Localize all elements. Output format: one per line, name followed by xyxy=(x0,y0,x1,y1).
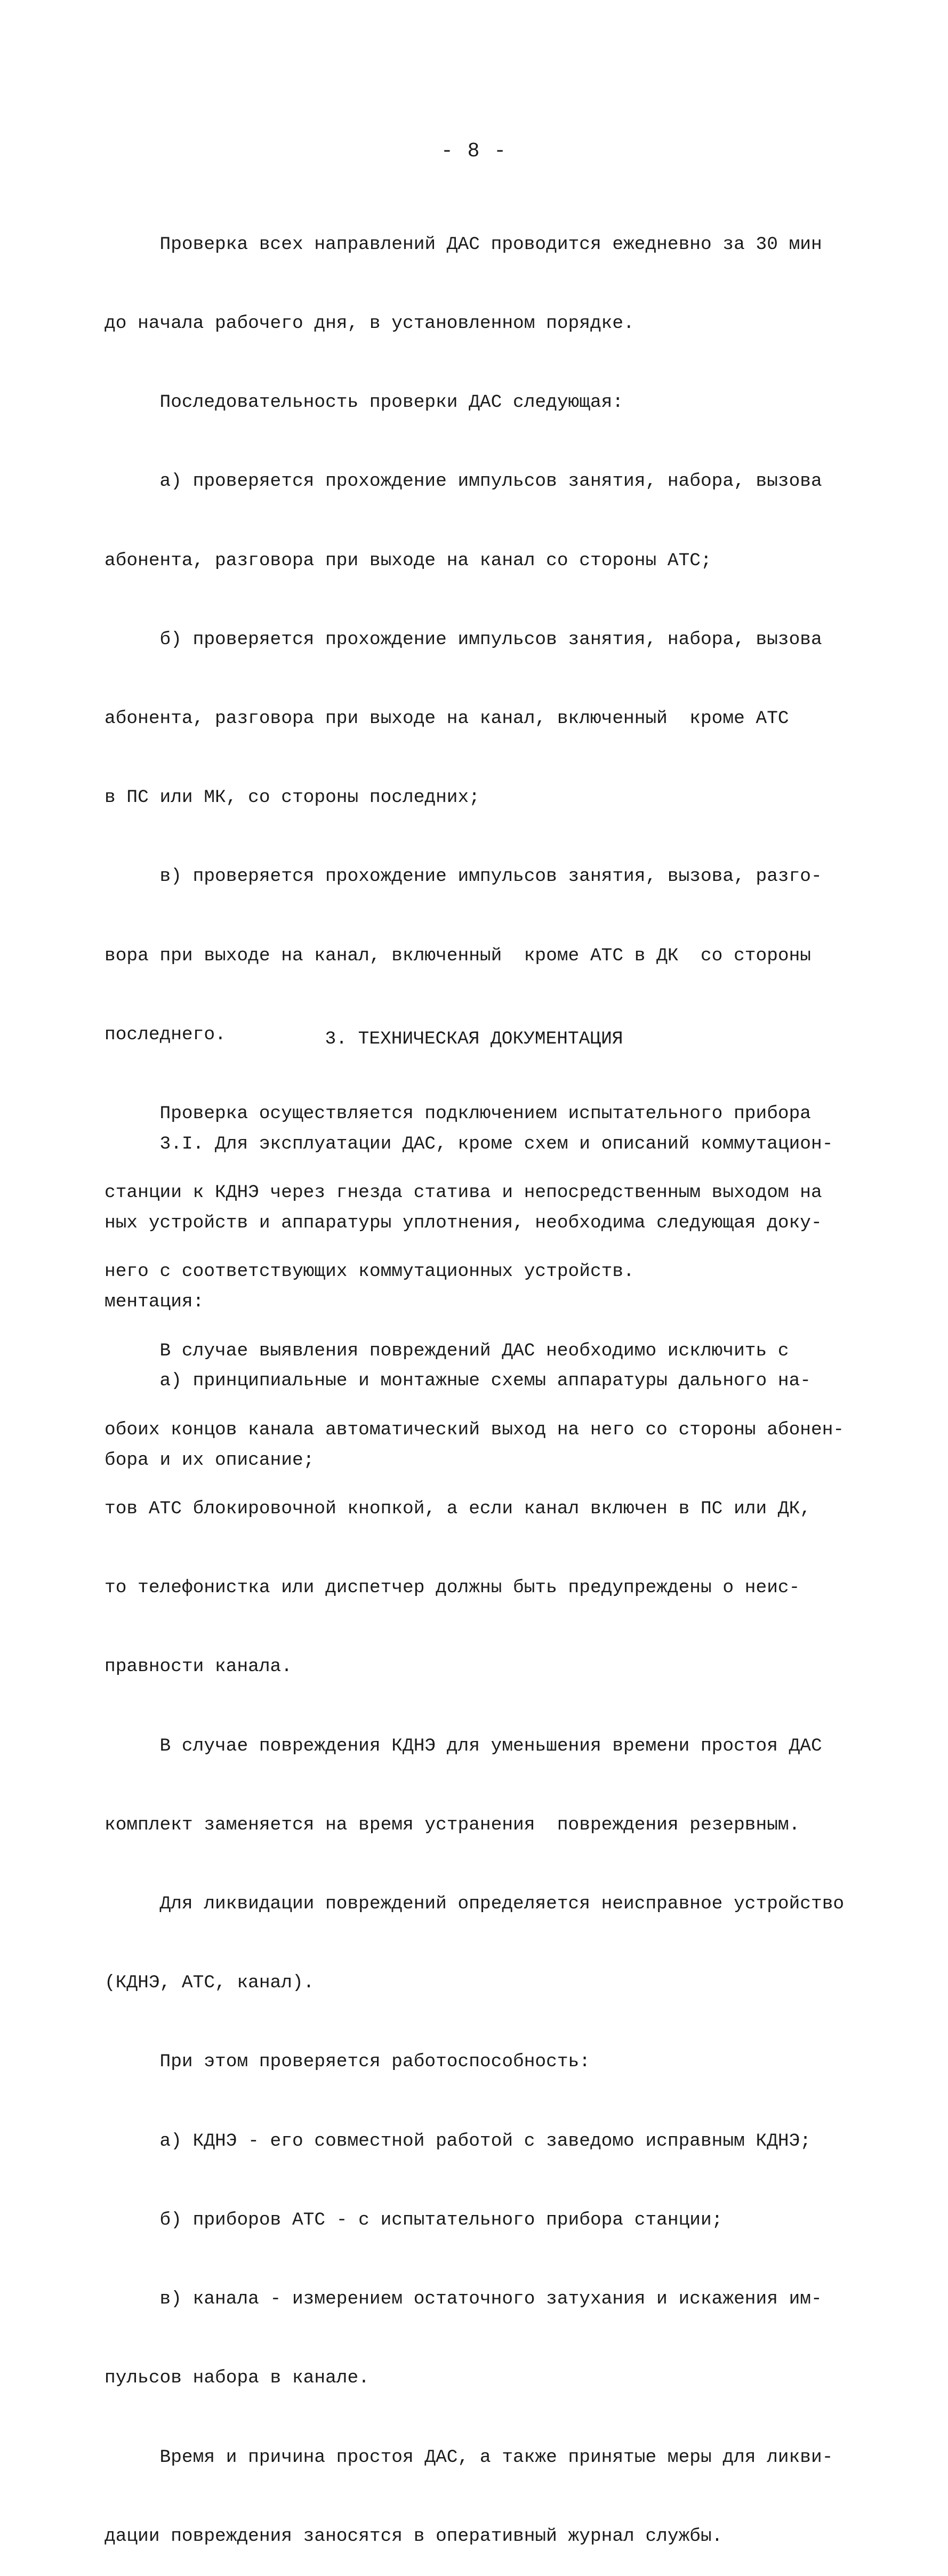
text-line: а) принципиальные и монтажные схемы аппаратуры дального на- xyxy=(105,1370,812,1392)
text-line: ных устройств и аппаратуры уплотнения, необходима следующая доку- xyxy=(105,1213,822,1234)
text-line: бора и их описание; xyxy=(105,1449,315,1471)
text-line: комплект заменяется на время устранения повреждения резервным. xyxy=(105,1814,800,1835)
text-line: 3.I. Для эксплуатации ДАС, кроме схем и описаний коммутацион- xyxy=(105,1133,833,1154)
text-line: а) КДНЭ - его совместной работой с заведомо исправным КДНЭ; xyxy=(105,2130,812,2152)
page-number: - 8 - xyxy=(440,140,508,163)
text-line: в) проверяется прохождение импульсов занятия, вызова, разго- xyxy=(105,866,822,887)
text-line: При этом проверяется работоспособность: xyxy=(105,2051,590,2073)
section-heading: 3. ТЕХНИЧЕСКАЯ ДОКУМЕНТАЦИЯ xyxy=(325,1029,623,1049)
text-line: в ПС или МК, со стороны последних; xyxy=(105,787,480,808)
text-line: в) канала - измерением остаточного затухания и искажения им- xyxy=(105,2289,822,2310)
text-line: Проверка осуществляется подключением испытательного прибора xyxy=(105,1103,812,1125)
text-line: до начала рабочего дня, в установленном порядке. xyxy=(105,313,634,334)
text-line: (КДНЭ, АТС, канал). xyxy=(105,1972,315,1994)
text-line: Проверка всех направлений ДАС проводится ежедневно за 30 мин xyxy=(105,234,822,255)
text-line: абонента, разговора при выходе на канал со стороны АТС; xyxy=(105,550,712,571)
text-line: правности канала. xyxy=(105,1656,292,1678)
text-line: станции к КДНЭ через гнезда статива и непосредственным выходом на xyxy=(105,1182,822,1203)
text-line: б) проверяется прохождение импульсов занятия, набора, вызова xyxy=(105,629,822,650)
text-line: В случае повреждения КДНЭ для уменьшения времени простоя ДАС xyxy=(105,1735,822,1756)
text-line: ментация: xyxy=(105,1291,204,1313)
text-line: вора при выходе на канал, включенный кроме АТС в ДК со стороны xyxy=(105,945,812,966)
text-line: Для ликвидации повреждений определяется неисправное устройство xyxy=(105,1893,845,1915)
text-line: него с соответствующих коммутационных устройств. xyxy=(105,1261,634,1282)
text-line: б) приборов АТС - с испытательного прибора станции; xyxy=(105,2209,723,2230)
text-line: то телефонистка или диспетчер должны быть предупреждены о неис- xyxy=(105,1577,800,1599)
text-line: а) проверяется прохождение импульсов занятия, набора, вызова xyxy=(105,471,822,492)
text-line: абонента, разговора при выходе на канал, включенный кроме АТС xyxy=(105,708,789,729)
text-line: последнего. xyxy=(105,1024,226,1045)
text-line: обоих концов канала автоматический выход на него со стороны абонен- xyxy=(105,1419,845,1440)
text-line: тов АТС блокировочной кнопкой, а если канал включен в ПС или ДК, xyxy=(105,1498,812,1520)
text-line: пульсов набора в канале. xyxy=(105,2368,369,2389)
text-line: В случае выявления повреждений ДАС необходимо исключить с xyxy=(105,1340,789,1361)
section-text xyxy=(105,1078,851,1499)
text-line: дации повреждения заносятся в оперативный журнал службы. xyxy=(105,2525,723,2547)
text-line: Время и причина простоя ДАС, а также принятые меры для ликви- xyxy=(105,2446,833,2468)
text-line: Последовательность проверки ДАС следующая: xyxy=(105,392,624,413)
